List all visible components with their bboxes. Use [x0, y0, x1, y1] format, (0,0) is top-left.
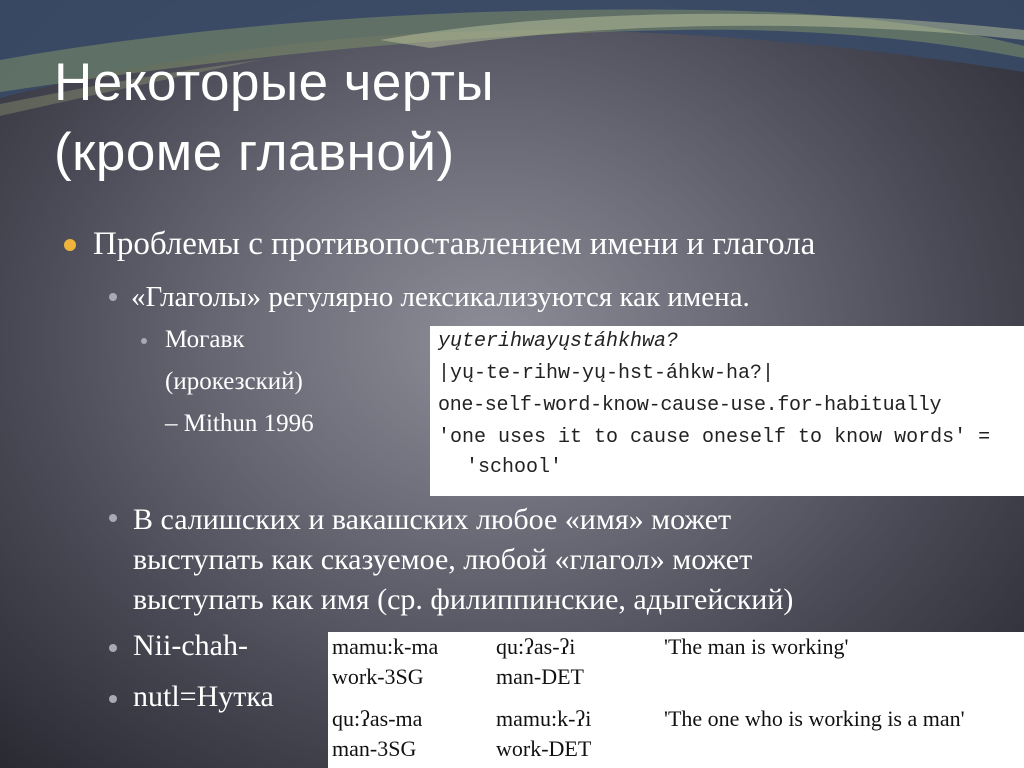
mohawk-label-line-3: – Mithun 1996 [165, 410, 314, 437]
table-cell: 'The man is working' [664, 634, 849, 659]
gloss-translation-cont: 'school' [466, 456, 563, 479]
para-line-2: выступать как сказуемое, любой «глагол» может [133, 543, 753, 576]
table-cell: work-3SG [332, 664, 424, 689]
para-line-3: выступать как имя (ср. филиппинские, адыгейский) [133, 583, 794, 616]
mohawk-gloss-figure [430, 326, 1024, 496]
sub-sub-bullet-icon [141, 338, 147, 344]
para-line-1: В салишских и вакашских любое «имя» может [133, 503, 732, 536]
bullet-verbs-lexicalized-text: «Глаголы» регулярно лексикализуются как имена. [131, 281, 750, 313]
mohawk-label-line-1: Могавк [165, 326, 245, 353]
accent-bullet-icon [64, 239, 76, 251]
bullet-main-text: Проблемы с противопоставлением имени и глагола [93, 226, 816, 262]
table-cell: man-3SG [332, 736, 417, 761]
bullet-salish-wakashan-text [133, 500, 993, 620]
bullet-nii-chah-text: Nii-chah- [133, 629, 248, 662]
table-cell: 'The one who is working is a man' [664, 706, 965, 731]
table-cell: mamu:k-ʔi [496, 706, 592, 731]
title-line-1: Некоторые черты [54, 53, 495, 112]
mohawk-label-line-2: (ирокезский) [165, 368, 303, 395]
title-line-2: (кроме главной) [54, 123, 455, 182]
nootka-example-figure [328, 632, 1024, 768]
table-cell: work-DET [496, 736, 592, 761]
bullet-nutka-text: nutl=Нутка [133, 680, 274, 713]
sub-bullet-icon [109, 293, 117, 301]
table-cell: qu:ʔas-ma [332, 706, 423, 731]
gloss-word: yųterihwayųstáhkhwa? [438, 330, 679, 353]
table-cell: mamu:k-ma [332, 634, 439, 659]
gloss-glosses: one-self-word-know-cause-use.for-habitually [438, 394, 942, 417]
sub-bullet-icon [109, 644, 117, 652]
table-cell: man-DET [496, 664, 584, 689]
sub-bullet-icon [109, 514, 117, 522]
slide-title [54, 48, 954, 188]
sub-bullet-icon [109, 695, 117, 703]
table-cell: qu:ʔas-ʔi [496, 634, 576, 659]
gloss-morphemes: |yų-te-rihw-yų-hst-áhkw-ha?| [438, 362, 775, 385]
gloss-translation: 'one uses it to cause oneself to know words' = [438, 426, 991, 449]
